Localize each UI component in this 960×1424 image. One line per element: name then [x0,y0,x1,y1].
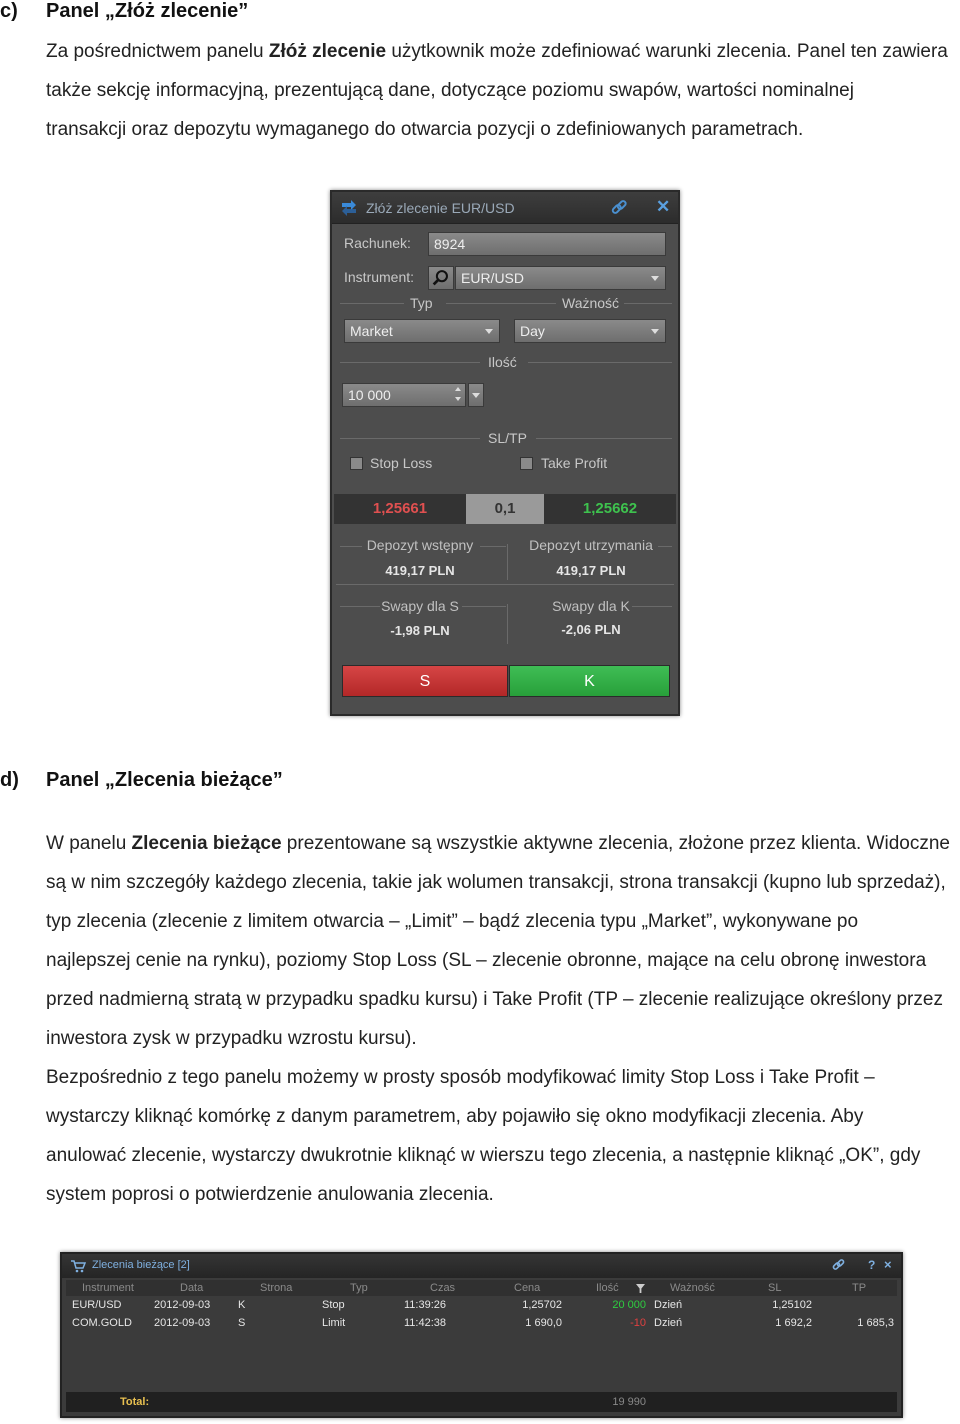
text-span: W panelu [46,833,132,854]
help-icon[interactable]: ? [868,1258,876,1272]
cell-sl[interactable]: 1 692,2 [775,1317,812,1329]
chevron-down-icon [651,329,659,334]
sltp-label: SL/TP [488,430,527,446]
chevron-down-icon [485,329,493,334]
col-header-date[interactable]: Data [180,1282,204,1294]
order-type-value: Market [350,323,393,339]
cell-instrument: COM.GOLD [72,1317,132,1329]
quantity-value: 10 000 [348,387,391,403]
order-panel [330,190,680,716]
quantity-dropdown-button[interactable] [468,383,484,407]
stop-loss-checkbox[interactable] [350,457,363,470]
cell-tp[interactable]: 1 685,3 [857,1317,894,1329]
spread-value: 0,1 [466,494,544,524]
cell-price: 1 690,0 [525,1317,562,1329]
col-header-time[interactable]: Czas [430,1282,456,1294]
bold-term: Zlecenia bieżące [131,833,282,854]
text-span: prezentowane są wszystkie aktywne zlecenia, złożone przez klienta. Widoczne [281,833,951,854]
cell-instrument: EUR/USD [72,1299,122,1311]
divider [507,604,508,644]
swap-k-label: Swapy dla K [552,598,630,614]
divider [528,362,672,363]
order-panel-titlebar [332,192,678,224]
instrument-value: EUR/USD [461,270,525,286]
buy-price[interactable]: 1,25662 [582,500,638,517]
sell-price[interactable]: 1,25661 [372,500,428,517]
account-label: Rachunek: [344,235,411,251]
stepper-down-icon[interactable] [455,397,461,401]
paragraph-line: są w nim szczegóły każdego zlecenia, takie jak wolumen transakcji, strona transakcji (kupno lub sprzedaż), [46,872,946,893]
section-d-letter: d) [0,769,19,791]
col-header-quantity[interactable]: Ilość [596,1282,619,1294]
bold-term: Złóż zlecenie [268,41,387,62]
search-icon [429,267,453,289]
swap-s-label: Swapy dla S [381,598,459,614]
col-header-side[interactable]: Strona [260,1282,293,1294]
total-label: Total: [120,1396,150,1408]
col-header-tp[interactable]: TP [852,1282,867,1294]
validity-value: Day [520,323,545,339]
initial-margin-value: 419,17 PLN [385,563,455,578]
cell-time: 11:42:38 [404,1317,447,1329]
totals-bar [66,1392,897,1412]
paragraph-line: wystarczy kliknąć komórkę z danym parametrem, aby pojawiło się okno modyfikacji zlecenia. Aby [46,1106,864,1127]
col-header-price[interactable]: Cena [514,1282,541,1294]
cell-type: Stop [322,1299,345,1311]
current-orders-panel [60,1252,903,1418]
divider [536,438,672,439]
cell-price: 1,25702 [522,1299,562,1311]
stop-loss-label: Stop Loss [370,455,433,471]
cell-side: S [238,1317,246,1329]
paragraph-line: także sekcję informacyjną, prezentującą dane, dotyczące poziomu swapów, wartości nominalnej [46,80,854,101]
quantity-label: Ilość [488,354,517,370]
buy-button[interactable]: K [509,665,670,697]
orders-panel-title: Zlecenia bieżące [2] [92,1259,190,1271]
price-bar [334,494,676,524]
paragraph-line: Bezpośrednio z tego panelu możemy w prosty sposób modyfikować limity Stop Loss i Take Profit – [46,1067,875,1088]
sell-button[interactable]: S [342,665,508,697]
swap-s-value: -1,98 PLN [390,623,450,638]
table-row[interactable] [66,1314,897,1332]
chevron-down-icon [472,393,480,398]
account-value: 8924 [434,236,466,252]
divider [624,303,672,304]
validity-select[interactable] [514,319,666,343]
section-d-title: Panel „Zlecenia bieżące” [46,769,283,791]
take-profit-checkbox[interactable] [520,457,533,470]
initial-margin-label: Depozyt wstępny [366,537,474,553]
cart-icon [70,1259,86,1273]
section-c-title: Panel „Złóż zlecenie” [46,0,249,22]
paragraph-line: typ zlecenia (zlecenie z limitem otwarcia – „Limit” – bądź zlecenia typu „Market”, wykonywane po [46,911,859,932]
cell-side: K [238,1299,246,1311]
paragraph-line: system poprosi o potwierdzenie anulowania zlecenia. [46,1184,494,1205]
col-header-sl[interactable]: SL [768,1282,782,1294]
link-icon[interactable] [832,1258,846,1272]
col-header-type[interactable]: Typ [350,1282,368,1294]
filter-icon[interactable] [636,1284,645,1293]
maintenance-margin-label: Depozyt utrzymania [529,537,653,553]
order-arrows-icon [340,199,358,217]
divider [340,362,480,363]
total-value: 19 990 [612,1396,646,1408]
cell-validity: Dzień [654,1299,683,1311]
stepper-up-icon[interactable] [455,387,461,391]
instrument-label: Instrument: [344,269,415,285]
paragraph-line: anulować zlecenie, wystarczy dwukrotnie kliknąć w wierszu tego zlecenia, a następnie kliknąć „OK”, gdy [46,1145,921,1166]
paragraph-line: najlepszej cenie na rynku), poziomy Stop Loss (SL – zlecenie obronne, mające na celu obronę inwestora [46,950,927,971]
cell-sl[interactable]: 1,25102 [772,1299,812,1311]
orders-panel-titlebar [62,1254,901,1278]
paragraph-line: inwestora zysk w przypadku wzrostu kursu). [46,1028,417,1049]
close-icon[interactable]: ✕ [656,197,671,216]
divider [507,544,508,580]
close-icon[interactable]: × [884,1257,892,1272]
cell-date: 2012-09-03 [154,1299,211,1311]
paragraph-line: przed nadmierną stratą w przypadku spadku kursu) i Take Profit (TP – zlecenie realizujące określony przez [46,989,943,1010]
divider [340,438,480,439]
type-label: Typ [410,295,433,311]
section-c-letter: c) [0,0,18,22]
swap-k-value: -2,06 PLN [561,622,621,637]
table-row[interactable] [66,1296,897,1314]
order-type-select[interactable] [344,319,500,343]
text-span: użytkownik może zdefiniować warunki zlecenia. Panel ten zawiera [386,41,948,62]
text-span: Za pośrednictwem panelu [46,41,269,62]
cell-quantity: -10 [630,1317,646,1329]
validity-label: Ważność [562,295,620,311]
orders-table-header [66,1280,897,1296]
divider [340,303,404,304]
cell-date: 2012-09-03 [154,1317,211,1329]
quantity-stepper[interactable] [342,383,466,407]
divider [446,303,556,304]
chevron-down-icon [651,276,659,281]
link-icon[interactable] [610,199,628,217]
maintenance-margin-value: 419,17 PLN [556,563,626,578]
paragraph-line: transakcji oraz depozytu wymaganego do otwarcia pozycji o zdefiniowanych parametrach. [46,119,804,140]
cell-time: 11:39:26 [404,1299,447,1311]
col-header-validity[interactable]: Ważność [670,1282,715,1294]
instrument-select[interactable] [455,266,666,290]
take-profit-label: Take Profit [541,455,608,471]
instrument-search-button[interactable] [428,266,454,290]
section-d-paragraph-1 [46,824,950,1214]
divider [336,584,674,585]
account-field[interactable] [428,232,666,256]
col-header-instrument[interactable]: Instrument [82,1282,134,1294]
cell-type: Limit [322,1317,346,1329]
cell-quantity: 20 000 [612,1299,646,1311]
section-c-paragraph [46,32,948,149]
cell-validity: Dzień [654,1317,683,1329]
order-panel-title: Złóż zlecenie EUR/USD [366,200,515,216]
